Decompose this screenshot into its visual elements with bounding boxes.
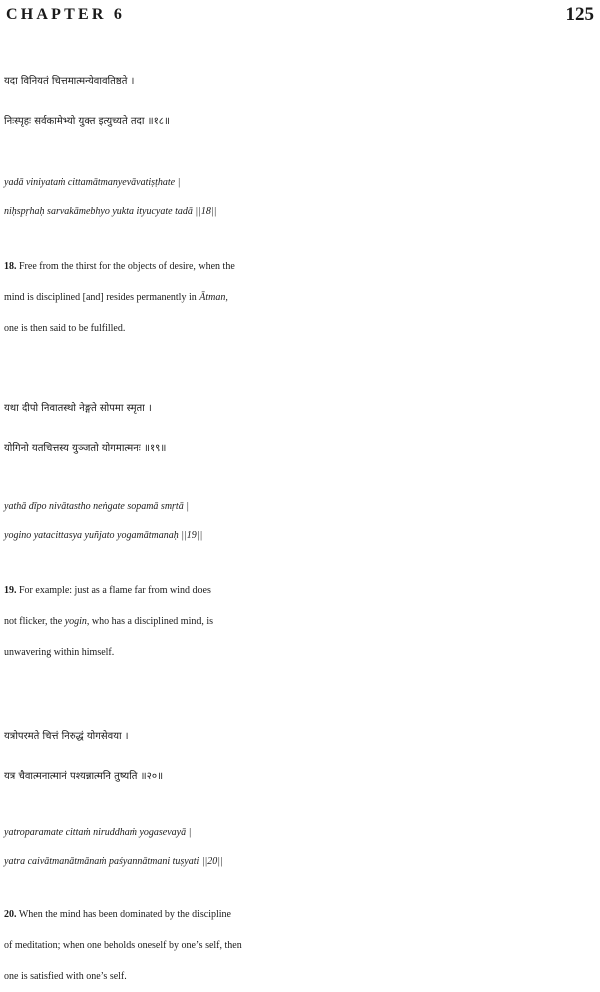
verse-number: 18. (4, 261, 17, 272)
transliteration-line: yatra caivātmanātmānaṁ paśyannātmani tuṣyati ||20|| (4, 856, 223, 867)
devanagari-line: यत्र चैवात्मनात्मानं पश्यन्नात्मनि तुष्यति ॥२०॥ (4, 771, 164, 782)
verse-20-transliteration (4, 818, 592, 876)
chapter-label: CHAPTER 6 (6, 6, 126, 23)
verse-20-devanagari (4, 717, 592, 797)
translation-line: 18. Free from the thirst for the objects of desire, when the (4, 261, 235, 272)
verse-18-translation (4, 251, 592, 344)
verse-number: 19. (4, 585, 17, 596)
devanagari-line: यथा दीपो निवातस्थो नेङ्गते सोपमा स्मृता । (4, 403, 152, 414)
translation-line: not flicker, the yogin, who has a disciplined mind, is (4, 616, 214, 627)
emphasis-term: Ātman, (199, 292, 228, 303)
verse-20-translation (4, 899, 592, 992)
devanagari-line: यत्रोपरमते चित्तं निरुद्धं योगसेवया । (4, 731, 129, 742)
transliteration-line: yathā dīpo nivātastho neṅgate sopamā smṛtā | (4, 501, 189, 512)
translation-line: 19. For example: just as a flame far from wind does (4, 585, 211, 596)
translation-line: 20. When the mind has been dominated by the discipline (4, 909, 231, 920)
transliteration-line: yogino yatacittasya yuñjato yogamātmanaḥ ||19|| (4, 530, 203, 541)
devanagari-line: निःस्पृहः सर्वकामेभ्यो युक्त इत्युच्यते तदा ॥१८॥ (4, 116, 170, 127)
transliteration-line: niḥspṛhaḥ sarvakāmebhyo yukta ityucyate tadā ||18|| (4, 206, 217, 217)
translation-line: of meditation; when one beholds oneself by one’s self, then (4, 940, 242, 951)
devanagari-line: योगिनो यतचित्तस्य युञ्जतो योगमात्मनः ॥१९॥ (4, 443, 167, 454)
translation-line: one is satisfied with one’s self. (4, 971, 127, 982)
verse-19-devanagari (4, 389, 592, 469)
page-number: 125 (565, 4, 594, 25)
emphasis-term: yogin (64, 616, 87, 627)
transliteration-line: yadā viniyataṁ cittamātmanyevāvatiṣṭhate | (4, 177, 181, 188)
verse-19-transliteration (4, 492, 592, 550)
verse-number: 20. (4, 909, 17, 920)
verse-19-translation (4, 575, 592, 668)
devanagari-line: यदा विनियतं चित्तमात्मन्येवावतिष्ठते । (4, 76, 135, 87)
translation-line: one is then said to be fulfilled. (4, 323, 126, 334)
running-header (6, 2, 594, 28)
translation-line: unwavering within himself. (4, 647, 115, 658)
transliteration-line: yatroparamate cittaṁ niruddhaṁ yogasevayā | (4, 827, 192, 838)
verse-18-transliteration (4, 168, 592, 226)
verse-18-devanagari (4, 62, 592, 142)
translation-line: mind is disciplined [and] resides permanently in Ātman, (4, 292, 228, 303)
